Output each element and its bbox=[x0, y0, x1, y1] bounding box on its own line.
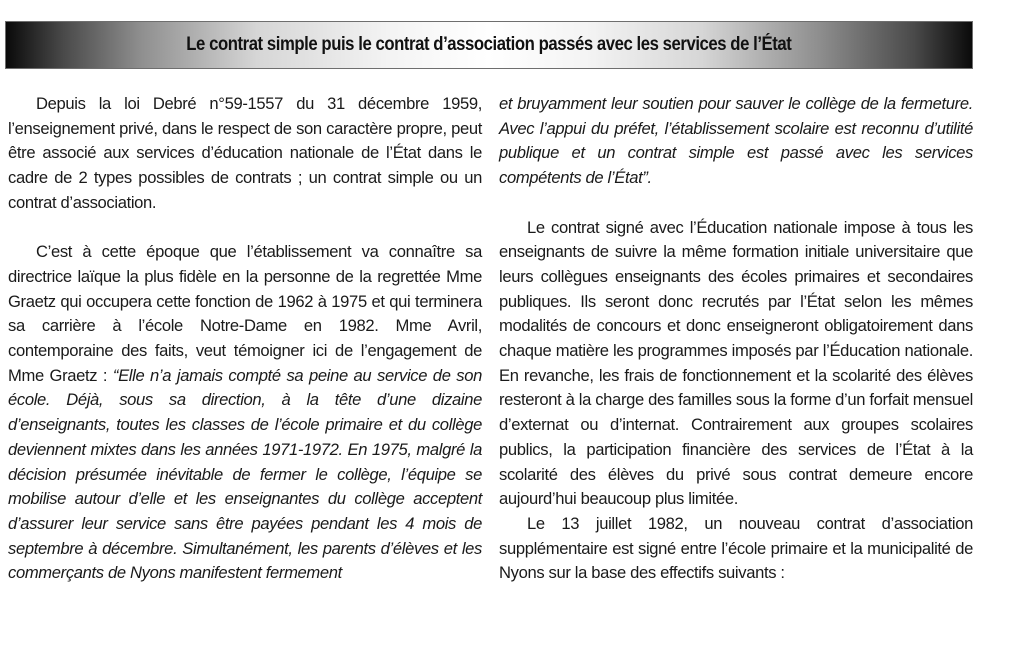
quote-mme-avril: “Elle n’a jamais compté sa peine au service de son école. Déjà, sous sa direction, à la tête d’une dizaine d’enseignants, toutes les classes de l’école primaire et du collège deviennent mixtes dans les années 1971-1972. En 1975, malgré la décision présumée inévitable de fermer le collège, l’équipe se mobilise autour d’elle et les enseignantes du collège acceptent d’assurer leur service sans être payées pendant les 4 mois de septembre à décembre. Simultanément, les parents d’élèves et les commerçants de Nyons manifestent fermement bbox=[8, 365, 482, 583]
paragraph-contrat-education-nationale: Le contrat signé avec l’Éducation nationale impose à tous les enseignants de suivre la même formation initiale universitaire que leurs collègues enseignants des écoles primaires et secondaires publiques. Ils seront donc recrutés par l’État selon les mêmes modalités de concours et donc enseigneront obligatoirement dans chaque matière les programmes imposés par l’Éducation nationale. En revanche, les frais de fonctionnement et la scolarité des élèves resteront à la charge des familles sous la forme d’un forfait mensuel d’externat ou d’internat. Contrairement aux groupes scolaires publics, la participation financière des services de l’État à la scolarité des élèves du privé sous contrat demeure encore aujourd’hui beaucoup plus limitée. bbox=[499, 217, 973, 509]
section-title-bar bbox=[5, 21, 973, 69]
right-column bbox=[499, 92, 973, 586]
left-column bbox=[8, 92, 482, 586]
paragraph-mme-graetz-intro: C’est à cette époque que l’établissement va connaître sa directrice laïque la plus fidèle en la personne de la regrettée Mme Graetz qui occupera cette fonction de 1962 à 1975 et qui terminera sa carrière à l’école Notre-Dame en 1982. Mme Avril, contemporaine des faits, veut témoigner ici de l’engagement de Mme Graetz : bbox=[8, 242, 482, 385]
paragraph-spacer bbox=[8, 216, 482, 241]
quote-continued-text: et bruyamment leur soutien pour sauver le collège de la fermeture. Avec l’appui du préfet, l’établissement scolaire est reconnu d’utilité publique et un contrat simple est passé avec les services compétents de l’État”. bbox=[499, 94, 973, 188]
paragraph-contrat-1982: Le 13 juillet 1982, un nouveau contrat d’association supplémentaire est signé entre l’école primaire et la municipalité de Nyons sur la base des effectifs suivants : bbox=[499, 513, 973, 583]
paragraph-loi-debre: Depuis la loi Debré n°59-1557 du 31 décembre 1959, l’enseignement privé, dans le respect de son caractère propre, peut être associé aux services d’éducation nationale de l’État dans le cadre de 2 types possibles de contrats ; un contrat simple ou un contrat d’association. bbox=[8, 94, 482, 212]
quote-mme-avril-continued bbox=[499, 92, 973, 191]
paragraph-mme-graetz bbox=[8, 240, 482, 586]
paragraph-spacer bbox=[499, 191, 973, 216]
section-title: Le contrat simple puis le contrat d’association passés avec les services de l’État bbox=[186, 34, 792, 55]
